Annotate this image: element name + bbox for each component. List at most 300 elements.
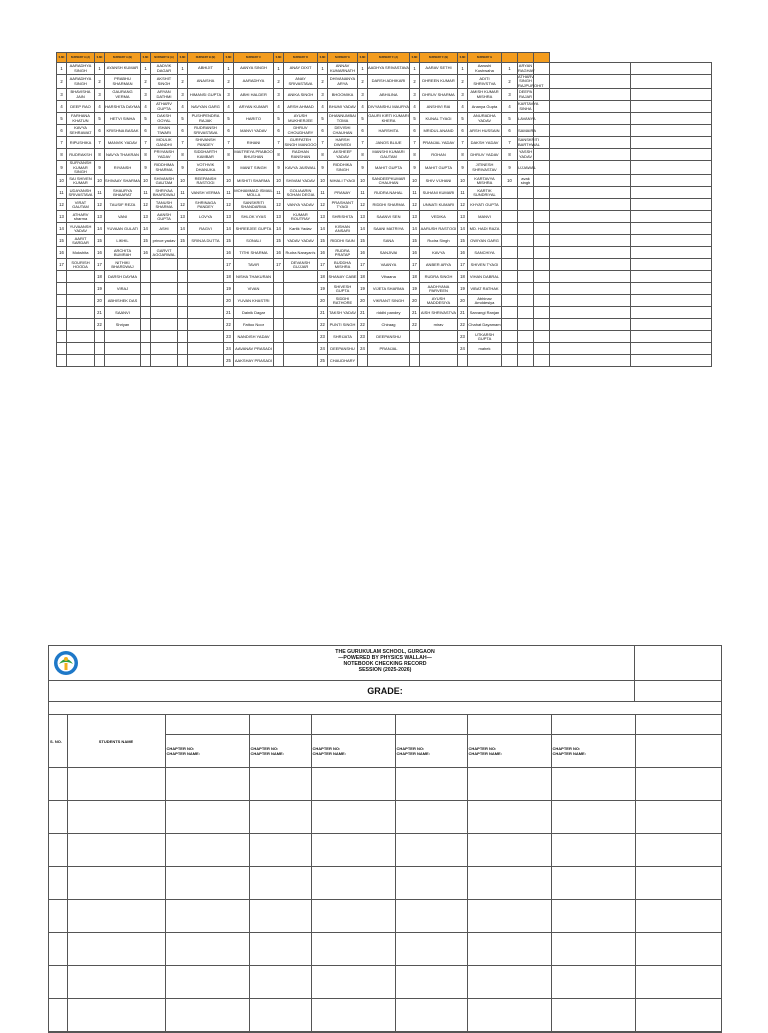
student-name-cell: VIJETA SHARMA [368,283,410,295]
student-name-cell [518,271,534,283]
serial-cell: 1 [274,63,284,75]
serial-cell: 6 [358,125,368,137]
blank-header [534,53,550,63]
student-name-cell: Abhinav Amddesiya [468,295,502,307]
serial-cell: 5 [358,113,368,125]
serial-cell: 9 [57,161,67,175]
blank-cell [534,175,550,187]
blank-cell [550,137,631,149]
serial-cell: 7 [57,137,67,149]
blank-cell [631,331,712,343]
serial-cell: 20 [410,295,420,307]
student-name-cell [188,307,224,319]
student-name-cell: RUDRANSH SRIVASTAVA [188,125,224,137]
serial-cell [358,355,368,367]
blank-cell [534,187,550,199]
serial-cell: 22 [410,319,420,331]
student-name-cell: Chahat Dayamam [468,319,502,331]
record-entry-cell [49,966,67,999]
session: SESSION (2025-2026) [358,667,412,673]
record-entry-cell [67,801,165,834]
serial-cell: 4 [141,101,151,113]
serial-cell [274,271,284,283]
student-name-cell: ANBER ARYA [420,259,458,271]
chapter-no-label: CHAPTER NO: [250,746,279,751]
sno-header: S.NO [358,53,368,63]
student-name-cell: ARYAN RAGHAV [518,63,535,73]
serial-cell: 15 [95,235,105,247]
serial-cell [502,187,518,199]
student-name-cell: DEEPANSHU [368,331,410,343]
serial-cell: 10 [57,175,67,187]
student-name-cell [188,355,224,367]
record-entry-cell [635,933,721,966]
section-header: NURSERY F (A) [368,53,410,63]
sno-header: S.NO [410,53,420,63]
table-row [57,331,712,343]
serial-cell: 6 [57,125,67,137]
record-entry-row [49,999,721,1032]
student-name-cell [518,295,534,307]
serial-cell [141,295,151,307]
serial-cell: 1 [458,63,468,75]
student-name-cell: DHREEN KUMAR [420,75,458,89]
student-name-cell [518,283,534,295]
serial-cell: 5 [95,113,105,125]
serial-cell: 7 [224,137,234,149]
serial-cell [95,355,105,367]
student-name-cell: SANSKRITI BARTHWAL [518,137,541,147]
blank-cell [631,175,712,187]
student-name-cell: avak singh [518,175,534,187]
student-name-cell: JANOS BLIUE [368,137,410,149]
record-entry-cell [395,801,467,834]
blank-cell [631,161,712,175]
serial-cell: 7 [141,137,151,149]
header-blank-cell [635,715,721,735]
student-name-cell: ATHARV SINGH RAJPUROHIT [518,74,544,88]
student-name-cell [67,331,95,343]
student-name-cell: NITHIKI BHARDWAJ [105,259,141,271]
student-name-cell: Dainik Dagar [234,307,274,319]
record-entry-cell [635,867,721,900]
serial-cell: 20 [224,295,234,307]
record-header-row [49,715,721,735]
serial-cell: 13 [57,211,67,223]
student-name-cell: ANNAV KUMARNATH [328,63,358,75]
serial-cell: 11 [95,187,105,199]
header-blank-cell [395,715,467,735]
section-header: NURSERY B (A) [151,53,178,63]
student-name-cell: DEEP RAO [67,101,95,113]
student-name-cell: UTKARSH GUPTA [468,331,502,343]
chapter-name-label: CHAPTER NAME: [468,751,503,756]
student-name-cell: GARVIT AGGARWAL [151,247,178,259]
student-name-cell: PRASHANT TYAGI [328,199,358,211]
student-name-cell: HARITO [234,113,274,125]
serial-cell: 4 [502,101,518,113]
table-row [57,235,712,247]
student-name-cell: SHIVEN TYAGI [468,259,502,271]
chapter-name-label: CHAPTER NAME: [396,751,431,756]
serial-cell: 7 [502,137,518,149]
student-name-cell: SHAURYA BHAARAT [105,187,141,199]
serial-cell: 11 [410,187,420,199]
student-name-cell: SAANVI [105,307,141,319]
serial-cell [178,307,188,319]
student-name-cell [518,331,534,343]
serial-cell: 5 [224,113,234,125]
record-entry-cell [551,834,635,867]
student-name-cell: Chiraag [368,319,410,331]
serial-cell: 8 [458,149,468,161]
chapter-cell [467,735,551,768]
serial-cell: 14 [178,223,188,235]
student-name-cell: BHUMI YADAV [328,101,358,113]
student-name-cell [151,331,178,343]
student-name-cell: ARYAN KUMAR [234,101,274,113]
student-name-cell: DEEPA RAJAR [518,89,533,99]
student-name-cell: BHOOMIKA [328,89,358,101]
sno-header: S.NO [224,53,234,63]
table-row [57,187,712,199]
student-name-cell: SHANAY CABE [328,271,358,283]
serial-cell: 10 [178,175,188,187]
student-name-cell: MANVI [468,211,502,223]
student-name-cell: HIMANSI GUPTA [188,89,224,101]
serial-cell [502,355,518,367]
record-grid [49,715,721,1032]
student-name-cell: Fattoo Noor [234,319,274,331]
student-name-cell [468,355,502,367]
serial-cell: 8 [178,149,188,161]
student-name-cell: AMISH KUMAR MISHRA [468,89,502,101]
student-name-cell [105,331,141,343]
student-name-cell [67,319,95,331]
student-name-cell: Kartik Yadav [284,223,318,235]
record-entry-cell [467,768,551,801]
serial-cell: 8 [358,149,368,161]
student-name-cell: DHRUV SHARMA [420,89,458,101]
serial-cell: 19 [224,283,234,295]
serial-cell: 19 [318,283,328,295]
student-name-cell: AKSHIT SINGH [151,75,178,89]
student-name-cell: NAVYA THAKRAN [105,149,141,161]
student-name-cell: CHAUDHARY [328,355,358,367]
serial-cell: 25 [224,355,234,367]
student-name-cell: Aarushi Kushwaha [468,63,502,75]
serial-cell [274,331,284,343]
blank-cell [550,125,631,137]
student-name-cell [518,307,534,319]
student-name-cell: AARIT SARDAR [67,235,95,247]
student-name-cell: AKSHEEF YADAV [328,149,358,161]
blank-cell [631,223,712,235]
blank-cell [631,89,712,101]
student-name-cell: PRABHU SHARMAN [105,75,141,89]
blank-cell [534,199,550,211]
blank-cell [534,295,550,307]
record-entry-cell [551,867,635,900]
student-name-cell: DEVISHI CHAUHAN [328,125,358,137]
record-entry-cell [551,966,635,999]
student-name-cell: VANYA YADAV [284,199,318,211]
student-name-cell: VEDIKA [420,211,458,223]
serial-cell: 4 [318,101,328,113]
chapter-cell [165,735,249,768]
section-header: NURSERY A (B) [105,53,141,63]
serial-cell: 17 [458,259,468,271]
serial-cell [57,355,67,367]
student-name-cell: RAGVI [188,223,224,235]
serial-cell: 22 [318,319,328,331]
serial-cell [410,331,420,343]
blank-cell [534,307,550,319]
student-name-cell: ANAISHA [188,75,224,89]
table-row [57,125,712,137]
serial-cell: 2 [57,75,67,89]
serial-cell [502,295,518,307]
section-header: NURSERY B (B) [188,53,224,63]
serial-cell: 3 [318,89,328,101]
serial-cell: 13 [141,211,151,223]
record-entry-cell [165,966,249,999]
serial-cell: 1 [502,63,518,75]
student-name-cell [368,355,410,367]
serial-cell [502,331,518,343]
record-entry-cell [67,900,165,933]
student-name-cell: ISHAN TIWARI [151,125,178,137]
student-name-cell [188,331,224,343]
student-name-cell: MANIT SINGH [234,161,274,175]
serial-cell: 13 [274,211,284,223]
record-entry-cell [467,900,551,933]
serial-cell: 6 [502,125,518,137]
student-name-cell: AARADHYA SINGH [67,75,95,89]
table-row [57,283,712,295]
serial-cell: 11 [178,187,188,199]
student-name-cell [67,355,95,367]
serial-cell [178,319,188,331]
student-name-cell: HARSHITA DAYMA [105,101,141,113]
section-header: NURSERY G [468,53,502,63]
record-entry-cell [551,999,635,1032]
serial-cell: 3 [141,89,151,101]
serial-cell: 16 [458,247,468,259]
serial-cell: 10 [502,175,518,187]
chapter-no-label: CHAPTER NO: [468,746,497,751]
blank-cell [550,235,631,247]
record-entry-cell [249,768,311,801]
chapter-name-label: CHAPTER NAME: [312,751,347,756]
table-row [57,343,712,355]
record-entry-cell [67,966,165,999]
serial-cell [274,343,284,355]
serial-cell: 1 [318,63,328,75]
serial-cell: 19 [410,283,420,295]
student-name-cell: RUDRA NAHAL [368,187,410,199]
table-row [57,137,712,149]
serial-cell [502,223,518,235]
student-name-cell: KRISHNA BASAK [105,125,141,137]
student-name-cell: MISHITI SHARMA [234,175,274,187]
student-name-cell [518,235,534,247]
student-name-cell: SANA [368,235,410,247]
serial-cell: 5 [274,113,284,125]
section-header: NURSERY D [284,53,318,63]
student-name-cell [188,259,224,271]
serial-cell: 16 [57,247,67,259]
chapter-name-label: CHAPTER NAME: [166,751,201,756]
record-entry-cell [395,999,467,1032]
student-name-cell [67,271,95,283]
header-blank-cell [249,715,311,735]
student-name-cell [188,247,224,259]
student-name-cell: AARAV SETHI [420,63,458,75]
student-name-cell: NANDISH YADAV [234,331,274,343]
table-row [57,101,712,113]
blank-cell [550,247,631,259]
student-name-cell: REEPANSH RASTOGI [188,175,224,187]
serial-cell: 2 [141,75,151,89]
serial-cell: 17 [358,259,368,271]
student-name-cell: DIVYANSHU MAURYA [368,101,410,113]
serial-cell: 3 [178,89,188,101]
serial-cell [410,355,420,367]
blank-cell [534,271,550,283]
record-entry-row [49,900,721,933]
record-entry-cell [165,900,249,933]
blank-cell [631,343,712,355]
serial-cell: 3 [358,89,368,101]
blank-cell [550,113,631,125]
serial-cell: 17 [224,259,234,271]
serial-cell: 13 [318,211,328,223]
record-entry-cell [311,867,395,900]
blank-cell [534,319,550,331]
record-entry-cell [395,834,467,867]
serial-cell: 7 [274,137,284,149]
blank-cell [550,211,631,223]
student-name-cell [188,343,224,355]
student-name-cell: PUSHPENDRA RAJAK [188,113,224,125]
blank-cell [550,283,631,295]
student-name-cell [518,355,534,367]
blank-cell [631,137,712,149]
serial-cell [178,331,188,343]
table-row [57,199,712,211]
serial-cell [178,295,188,307]
serial-cell: 10 [95,175,105,187]
serial-cell: 5 [178,113,188,125]
student-name-cell: AISH SHRIVASTVA [420,307,458,319]
serial-cell: 1 [410,63,420,75]
serial-cell: 12 [458,199,468,211]
serial-cell: 16 [318,247,328,259]
student-name-cell: ANURADHA YADAV [468,113,502,125]
chapter-cell [551,735,635,768]
blank-cell [550,295,631,307]
sno-header: S.NO [57,53,67,63]
blank-cell [534,63,550,75]
record-entry-cell [249,834,311,867]
student-name-cell [284,319,318,331]
serial-cell: 12 [141,199,151,211]
serial-cell: 9 [318,161,328,175]
serial-cell [410,343,420,355]
serial-cell: 5 [410,113,420,125]
serial-cell: 13 [358,211,368,223]
student-name-cell: PRANJAL YADAV [420,137,458,149]
serial-cell: 22 [224,319,234,331]
student-name-cell: KAVYA [420,247,458,259]
record-entry-cell [635,834,721,867]
student-name-cell: ATHARV GUPTA [151,101,178,113]
sno-header: S.NO [274,53,284,63]
student-name-cell: GURFATEH SINGH MANGOO [284,137,317,147]
student-name-cell: VIRAT GAUTAM [67,199,95,211]
record-entry-row [49,768,721,801]
student-name-cell: AADHYA SRIVASTAVA [368,63,410,75]
blank-cell [631,101,712,113]
serial-cell [274,295,284,307]
serial-cell: 11 [57,187,67,199]
chapter-no-label: CHAPTER NO: [166,746,195,751]
serial-cell [178,283,188,295]
serial-cell: 15 [318,235,328,247]
student-name-cell: FARHANA KHATUN [67,113,95,125]
blank-cell [534,89,550,101]
student-name-cell: HETVI SINHA [105,113,141,125]
serial-cell: 16 [410,247,420,259]
student-name-cell [284,355,318,367]
student-name-cell: NISHA THAKURAN [234,271,274,283]
student-name-cell: KARTAVYA SINHA [518,101,539,111]
serial-cell: 18 [410,271,420,283]
student-name-cell: PRANJAL [368,343,410,355]
serial-cell: 2 [178,75,188,89]
student-name-cell: ROHAN [420,149,458,161]
student-name-cell: AANSH GUPTA [151,211,178,223]
student-name-cell: AARADHYA [234,75,274,89]
serial-cell [178,343,188,355]
serial-cell: 11 [458,187,468,199]
student-name-cell: HARSHITA [368,125,410,137]
student-name-cell: BHAVISHA JAIN [67,89,95,101]
table-row [57,161,712,175]
student-name-cell: SHRISHITA [328,211,358,223]
blank-cell [534,343,550,355]
student-name-cell [67,307,95,319]
student-name-cell: RIDDHIKA SINGH [328,161,358,175]
student-name-cell: YUVAAN GULATI [105,223,141,235]
serial-cell [57,307,67,319]
chapter-no-label: CHAPTER NO: [552,746,581,751]
serial-cell: 5 [141,113,151,125]
serial-cell: 22 [95,319,105,331]
sno-header: S.NO [141,53,151,63]
serial-cell: 7 [95,137,105,149]
serial-cell: 1 [224,63,234,75]
student-name-cell: RIPUSHIKA [67,137,95,149]
serial-cell [141,355,151,367]
blank-cell [631,149,712,161]
student-name-cell: PRIYANSH YADAV [151,149,178,161]
header-blank-cell [311,715,395,735]
record-entry-cell [249,801,311,834]
serial-cell: 10 [274,175,284,187]
serial-cell [57,283,67,295]
